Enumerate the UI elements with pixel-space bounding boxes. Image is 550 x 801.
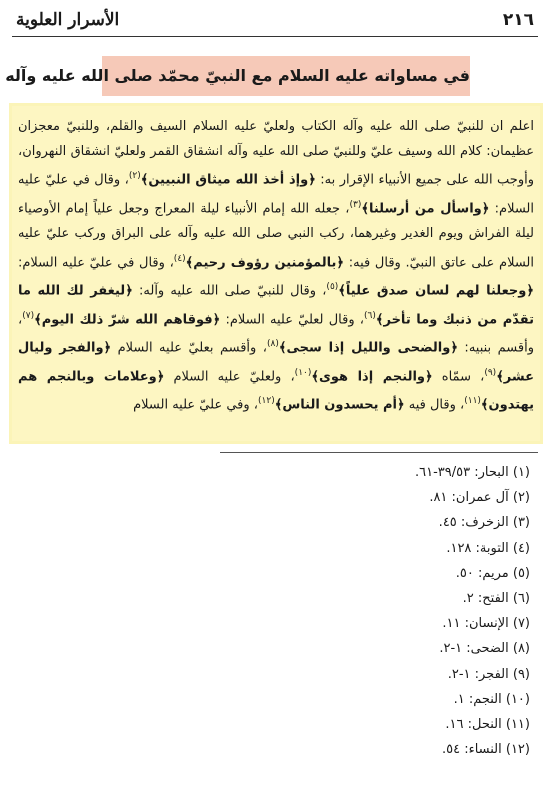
text-run: ، وأقسم بنبيه: <box>18 312 534 356</box>
footnote-ref: (٥) <box>326 282 339 293</box>
quran-quote: ﴿والضحى والليل إذا سجى﴾ <box>278 340 458 356</box>
quran-quote: ﴿والفجر وليال عشر﴾ <box>18 340 535 385</box>
footnote-ref: (١١) <box>464 396 481 407</box>
footnotes-list <box>30 460 530 762</box>
footnote-item: (١٠) النجم: ١. <box>453 691 530 707</box>
text-run: ، وأقسم بعليّ عليه السلام <box>111 340 267 356</box>
page-header <box>12 10 538 37</box>
text-run: ، وفي عليّ عليه السلام <box>133 397 258 413</box>
footnote-item: (١٢) النساء: ٥٤. <box>441 742 530 758</box>
footnote-ref: (٣) <box>349 199 362 210</box>
quran-quote: ﴿وإذ أخذ الله ميثاق النبيين﴾ <box>140 172 316 188</box>
quran-quote: ﴿فوقاهم الله شرّ ذلك اليوم﴾ <box>34 312 221 328</box>
footnote-ref: (٢) <box>128 171 141 182</box>
text-run: ، وقال لعليّ عليه السلام: <box>220 312 364 328</box>
text-run: ، وقال للنبيّ صلى الله عليه وآله: <box>132 283 327 299</box>
footnote-item: (٤) التوبة: ١٢٨. <box>446 540 530 556</box>
quran-quote: ﴿وعلامات وبالنجم هم يهتدون﴾ <box>18 369 534 413</box>
footnote-item: (٦) الفتح: ٢. <box>462 590 530 606</box>
text-run: ، سمّاه <box>432 369 485 385</box>
footnote-item: (٣) الزخرف: ٤٥. <box>438 515 530 531</box>
footnote-ref: (٤) <box>173 253 186 264</box>
book-title: الأسرار العلوية <box>16 10 120 30</box>
main-paragraph <box>18 114 534 418</box>
footnote-ref: (٦) <box>363 310 376 321</box>
text-run: ، وقال في عليّ عليه السلام: <box>18 255 174 270</box>
quran-quote: ﴿ليغفر لك الله ما تقدّم من ذنبك وما تأخر﴾ <box>18 283 535 328</box>
quran-quote: ﴿أم يحسدون الناس﴾ <box>274 397 405 413</box>
footnote-item: (٩) الفجر: ١-٢. <box>447 666 530 682</box>
quran-quote: ﴿والنجم إذا هوى﴾ <box>311 369 433 385</box>
footnote-item: (٨) الضحى: ١-٢. <box>439 641 530 657</box>
footnote-ref: (٧) <box>22 310 35 321</box>
footnote-item: (٥) مريم: ٥٠. <box>455 565 530 581</box>
text-run: ، ولعليّ عليه السلام <box>164 369 295 385</box>
section-title-text: في مساواته عليه السلام مع النبيّ محمّد صلى الله عليه وآله <box>5 66 470 85</box>
footnote-divider <box>220 452 538 453</box>
quran-quote: ﴿وجعلنا لهم لسان صدق علياً﴾ <box>338 283 534 299</box>
footnote-item: (١١) النحل: ١٦. <box>445 716 530 732</box>
text-run: اعلم ان للنبيّ صلى الله عليه وآله الكتاب ولعليّ عليه السلام السيف والقلم، وللنبيّ معجزان عظيمان: كلام الله وسيف عليّ وللنبيّ صلى الله عليه وآله انشقاق القمر ولعليّ انشقاق النهروان، وأوجب الله على جميع الأنبياء الإقرار به: <box>18 119 534 188</box>
main-text-block <box>12 106 540 441</box>
text-run: ، جعله الله إمام الأنبياء ليلة المعراج وجعل علياً إمام الأوصياء ليلة الفراش ويوم الغدير وغيرهما، ركب النبي صلى الله عليه وآله على البراق وركب عليّ عليه السلام على عاتق النبيّ. وقال فيه: <box>18 201 534 270</box>
footnote-ref: (٨) <box>267 339 279 350</box>
footnote-item: (١) البحار: ٣٩/٥٣-٦١. <box>414 465 530 480</box>
footnote-ref: (٩) <box>484 367 497 378</box>
quran-quote: ﴿بالمؤمنين رؤوف رحيم﴾ <box>185 255 345 270</box>
text-run: ، وقال فيه <box>404 397 465 413</box>
footnote-ref: (١٠) <box>294 367 312 378</box>
quran-quote: ﴿واسأل من أرسلنا﴾ <box>361 201 490 217</box>
page-number: ٢١٦ <box>502 10 534 30</box>
text-run: ، وقال في عليّ عليه السلام: <box>18 172 535 217</box>
footnote-item: (٧) الإنسان: ١١. <box>442 616 530 632</box>
footnote-item: (٢) آل عمران: ٨١. <box>429 490 530 506</box>
footnote-ref: (١٢) <box>258 396 275 407</box>
section-title <box>5 56 470 96</box>
